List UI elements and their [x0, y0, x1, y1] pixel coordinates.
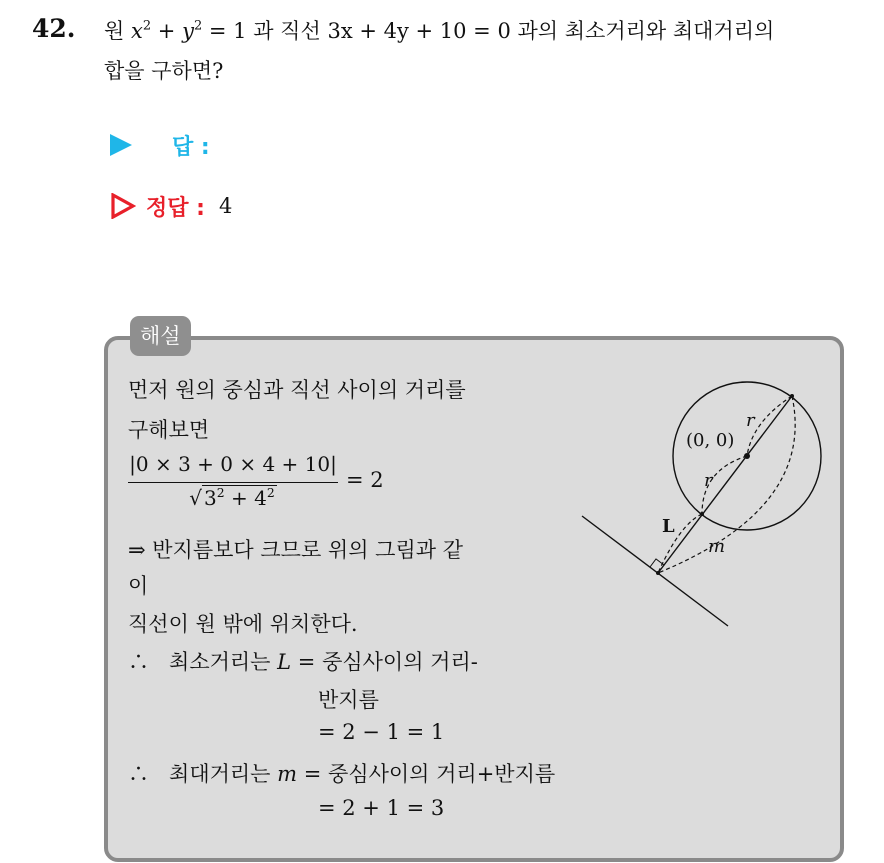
circle-line-diagram — [576, 378, 828, 630]
min-distance-line — [128, 646, 478, 676]
radius-label-lower: r — [704, 470, 713, 491]
circle-equation: $x^2 + y^2 = 1$ — [130, 18, 247, 43]
solution-line-1: 먼저 원의 중심과 직선 사이의 거리를 — [128, 378, 466, 402]
answer-label: 답 : — [172, 134, 210, 160]
outline-arrow-icon — [110, 193, 136, 219]
foot-point — [656, 571, 660, 575]
max-distance-var: m — [277, 762, 298, 786]
max-distance-line — [128, 758, 555, 788]
tangent-line — [582, 516, 728, 626]
solution-tab: 해설 — [130, 316, 191, 356]
center-label: (0, 0) — [686, 430, 735, 451]
correct-answer-row — [110, 190, 232, 222]
near-point — [700, 512, 704, 516]
center-point — [744, 453, 750, 459]
max-distance-text: 최대거리는 — [169, 762, 271, 786]
fraction-denominator: √ $3^2 + 4^2$ — [189, 484, 275, 510]
min-distance-label: L — [662, 516, 675, 537]
therefore-symbol: ∴ — [128, 762, 149, 786]
line-equation: 3x + 4y + 10 = 0 — [327, 19, 511, 43]
question-text-3: 과의 최소거리와 최대거리의 — [517, 19, 775, 43]
min-distance-var: L — [277, 650, 292, 674]
min-distance-text: 최소거리는 — [169, 650, 271, 674]
distance-fraction — [128, 452, 338, 512]
diameter-end-point — [790, 394, 794, 398]
correct-answer-value: 4 — [218, 194, 233, 218]
solution-line-3: ⇒ 반지름보다 크므로 위의 그림과 같 — [128, 538, 463, 562]
answer-row — [110, 129, 210, 161]
min-distance-continuation: 반지름 — [318, 688, 379, 712]
solution-line-2: 구해보면 — [128, 418, 210, 442]
min-distance-rest: = 중심사이의 거리- — [297, 650, 478, 674]
min-distance-result: = 2 − 1 = 1 — [318, 720, 445, 744]
play-arrow-icon — [110, 134, 132, 156]
question-number: 42. — [32, 14, 76, 43]
fraction-bar — [128, 482, 338, 483]
max-distance-result: = 2 + 1 = 3 — [318, 796, 445, 820]
question-text-2: 과 직선 — [253, 19, 321, 43]
question-text-1: 원 — [104, 19, 125, 43]
solution-line-4: 이 — [128, 574, 149, 598]
fraction-result: = 2 — [346, 468, 384, 492]
question-line-2: 합을 구하면? — [104, 59, 224, 83]
radius-label-upper: r — [746, 410, 755, 431]
max-distance-rest: = 중심사이의 거리+반지름 — [303, 762, 556, 786]
max-distance-label: m — [708, 536, 726, 557]
fraction-numerator: |0 × 3 + 0 × 4 + 10| — [129, 452, 337, 476]
correct-answer-label: 정답 : — [146, 195, 205, 221]
question-line-1 — [104, 15, 774, 45]
solution-line-5: 직선이 원 밖에 위치한다. — [128, 612, 358, 636]
therefore-symbol: ∴ — [128, 650, 149, 674]
